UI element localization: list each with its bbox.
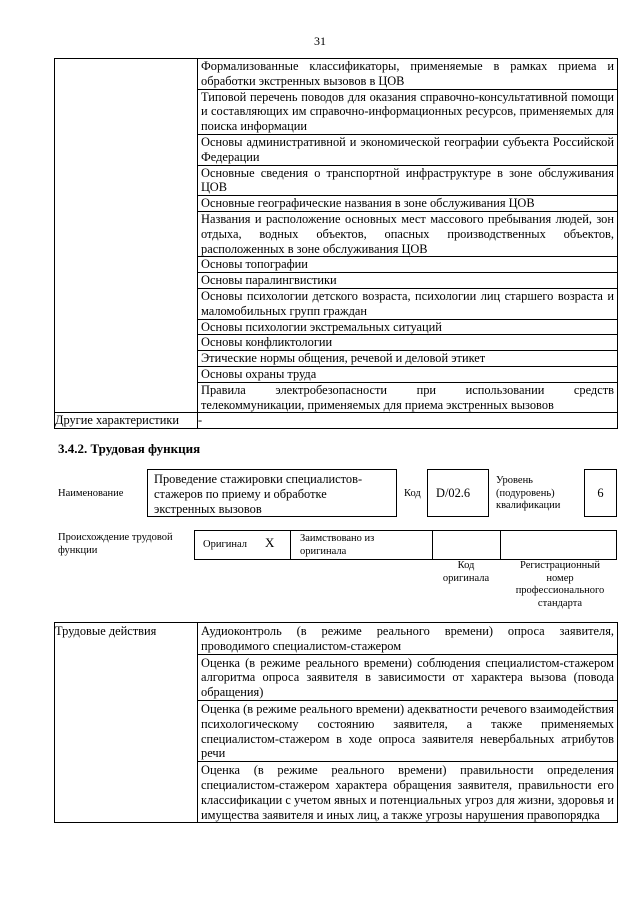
labor-action-text: Оценка (в режиме реального времени) соблюдения специалистом-стажером алгоритма опроса заявителя в зависимости от характера вызова (повода обращения)	[201, 655, 614, 700]
code-box	[427, 469, 489, 517]
knowledge-item-text: Основные сведения о транспортной инфраструктуре в зоне обслуживания ЦОВ	[201, 165, 614, 195]
labor-action-text: Оценка (в режиме реального времени) адекватности речевого взаимодействия психологическому состоянию заявителя, а также применяемых специалистом-стажером в ходе опроса заявителя невербальных атрибутов речи	[201, 701, 614, 761]
knowledge-item-text: Типовой перечень поводов для оказания справочно-консультативной помощи и составляющих им справочно-информационных ресурсов, применяемых для поиска информации	[201, 89, 614, 134]
knowledge-item-text: Основы психологии экстремальных ситуаций	[201, 319, 442, 334]
labor-action-item	[198, 654, 618, 700]
other-characteristics-value: -	[198, 413, 618, 429]
level-box	[584, 469, 617, 517]
code-value: D/02.6	[436, 486, 471, 500]
labor-action-item	[198, 700, 618, 761]
knowledge-item-text: Основы административной и экономической географии субъекта Российской Федерации	[201, 134, 614, 164]
knowledge-item	[198, 89, 618, 134]
code-label: Код	[404, 488, 421, 499]
original-mark: X	[265, 535, 275, 550]
knowledge-label-cell	[55, 59, 198, 413]
labor-actions-table	[54, 622, 618, 823]
knowledge-item-text: Названия и расположение основных мест массового пребывания людей, зон отдыха, водных объектов, опасных производственных объектов, расположенных в зоне обслуживания ЦОВ	[201, 211, 614, 256]
labor-action-item	[198, 623, 618, 655]
knowledge-item	[198, 366, 618, 382]
labor-action-item	[198, 762, 618, 823]
knowledge-item-text: Основы топографии	[201, 257, 308, 272]
knowledge-item	[198, 288, 618, 319]
section-title: 3.4.2. Трудовая функция	[58, 441, 201, 456]
knowledge-item-text: Формализованные классификаторы, применяемые в рамках приема и обработки экстренных вызовов в ЦОВ	[201, 59, 614, 88]
knowledge-item	[198, 211, 618, 256]
code-original-caption: Код оригинала	[442, 560, 490, 584]
original-label: Оригинал	[203, 539, 247, 550]
knowledge-item	[198, 134, 618, 165]
knowledge-item	[198, 196, 618, 212]
knowledge-item-text: Основы паралингвистики	[201, 273, 337, 288]
knowledge-item	[198, 335, 618, 351]
knowledge-item-text: Основы охраны труда	[201, 366, 317, 381]
knowledge-item-text: Основные географические названия в зоне обслуживания ЦОВ	[201, 196, 535, 211]
other-characteristics-row	[55, 413, 618, 429]
labor-action-text: Аудиоконтроль (в режиме реального времени) опроса заявителя, проводимого специалистом-стажером	[201, 624, 614, 653]
knowledge-table	[54, 58, 618, 429]
knowledge-item-text: Правила электробезопасности при использовании средств телекоммуникации, применяемых для приема экстренных вызовов	[201, 382, 614, 412]
page-number: 31	[314, 34, 326, 48]
other-characteristics-label: Другие характеристики	[55, 413, 198, 429]
name-label: Наименование	[58, 488, 124, 499]
function-name-value: Проведение стажировки специалистов-стажеров по приему и обработке экстренных вызовов	[154, 472, 363, 516]
labor-action-text: Оценка (в режиме реального времени) правильности определения специалистом-стажером характера обращения заявителя, правильности его классификации с учетом явных и потенциальных угроз для жизни, здоровья и имущества заявителя и иных лиц, а также угрозы нарушения правопорядка	[201, 763, 614, 822]
reg-number-caption: Регистрационный номер профессионального стандарта	[515, 560, 605, 609]
knowledge-item	[198, 165, 618, 196]
labor-actions-label: Трудовые действия	[55, 623, 198, 823]
knowledge-row	[55, 59, 618, 90]
knowledge-item	[198, 319, 618, 335]
level-value: 6	[597, 486, 604, 500]
function-name-box	[147, 469, 397, 517]
knowledge-item-text: Этические нормы общения, речевой и деловой этикет	[201, 351, 486, 366]
knowledge-item	[198, 59, 618, 90]
labor-action-row	[55, 623, 618, 655]
knowledge-item	[198, 273, 618, 289]
knowledge-item	[198, 257, 618, 273]
borrowed-label: Заимствовано из оригинала	[300, 533, 375, 557]
level-label: Уровень (подуровень) квалификации	[496, 475, 561, 511]
knowledge-item	[198, 351, 618, 367]
origin-label: Происхождение трудовой функции	[58, 532, 173, 556]
knowledge-item	[198, 382, 618, 413]
knowledge-item-text: Основы психологии детского возраста, психологии лиц старшего возраста и маломобильных групп граждан	[201, 288, 614, 318]
knowledge-item-text: Основы конфликтологии	[201, 335, 333, 350]
